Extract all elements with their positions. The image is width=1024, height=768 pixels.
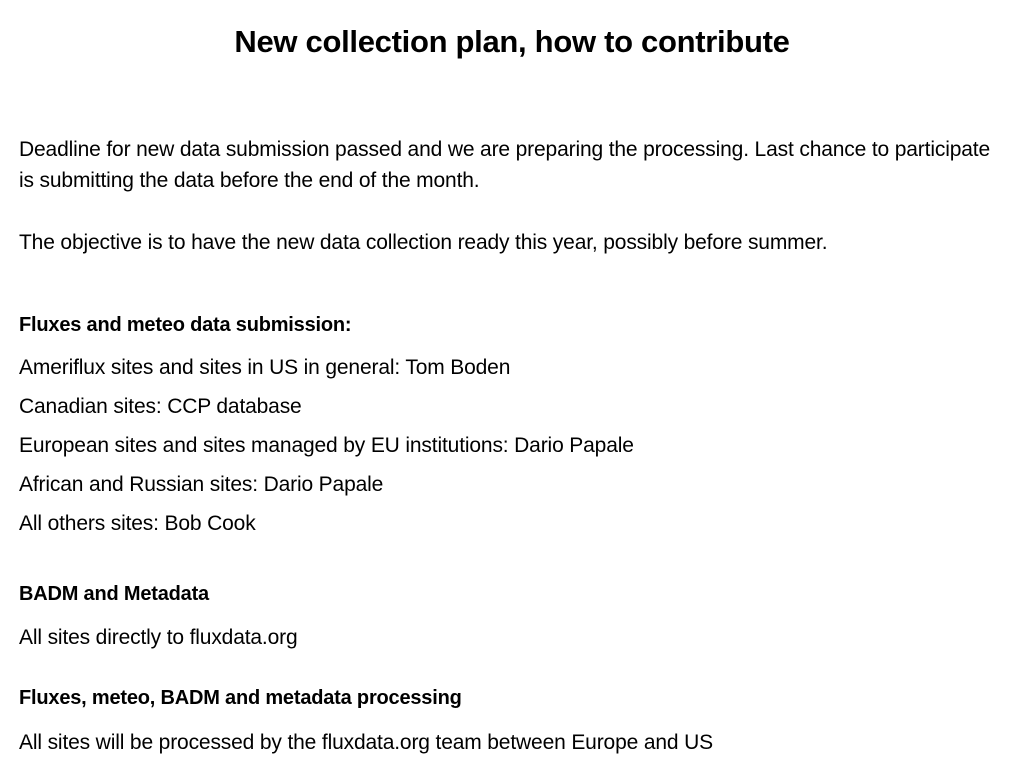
intro-paragraph-objective: The objective is to have the new data collection ready this year, possibly before summer.	[19, 231, 828, 254]
section-heading-processing: Fluxes, meteo, BADM and metadata processing	[19, 687, 462, 709]
slide-title: New collection plan, how to contribute	[234, 24, 790, 59]
list-item: All others sites: Bob Cook	[19, 512, 256, 535]
list-item: Canadian sites: CCP database	[19, 395, 302, 418]
list-item: European sites and sites managed by EU institutions: Dario Papale	[19, 434, 634, 457]
processing-text: All sites will be processed by the fluxdata.org team between Europe and US	[19, 731, 713, 754]
list-item: African and Russian sites: Dario Papale	[19, 473, 384, 496]
section-heading-badm-metadata: BADM and Metadata	[19, 583, 209, 605]
intro-paragraph-deadline: Deadline for new data submission passed and we are preparing the processing. Last chance to participate is submitting the data before the end of the month.	[19, 138, 990, 192]
contact-list	[19, 348, 634, 543]
badm-metadata-text: All sites directly to fluxdata.org	[19, 626, 298, 649]
list-item: Ameriflux sites and sites in US in general: Tom Boden	[19, 356, 511, 379]
section-heading-fluxes-meteo: Fluxes and meteo data submission:	[19, 314, 352, 336]
